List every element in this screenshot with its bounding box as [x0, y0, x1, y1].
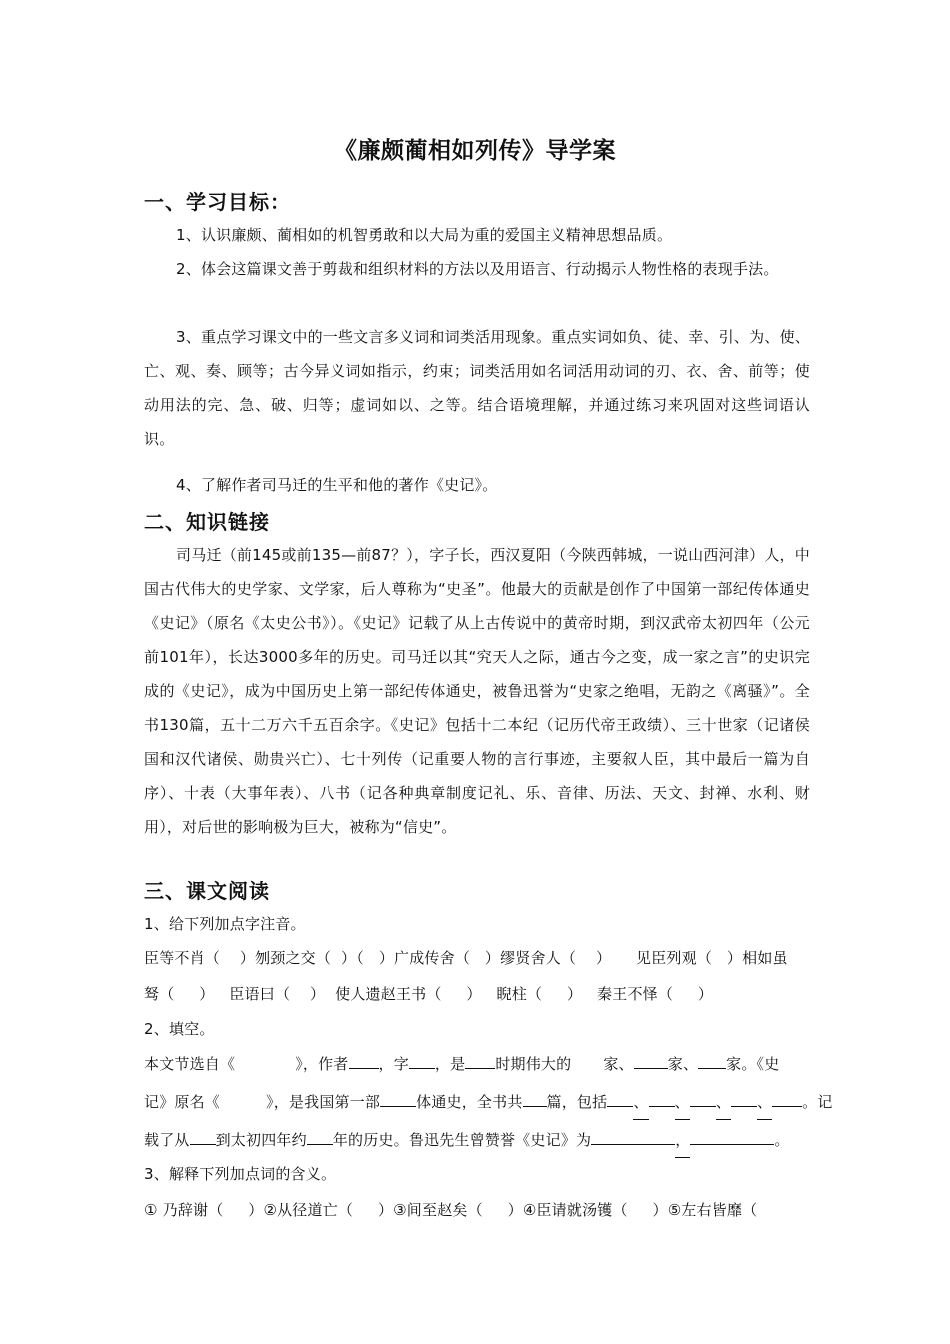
- blank-praise-2[interactable]: [690, 1130, 774, 1145]
- separator: 、: [757, 1085, 772, 1120]
- fill-text: 载了从: [144, 1131, 190, 1149]
- fill-text: 本文节选自《: [144, 1055, 236, 1073]
- blank-chapter-count[interactable]: [523, 1092, 547, 1107]
- question-2-line-2: [144, 1085, 833, 1120]
- fill-text: 家、: [603, 1055, 634, 1073]
- fill-text: 篇，包括: [546, 1093, 608, 1111]
- objective-item-2: 2、体会这篇课文善于剪裁和组织材料的方法以及用语言、行动揭示人物性格的表现手法。: [176, 260, 779, 278]
- fill-text: 到太初四年约: [215, 1131, 307, 1149]
- fill-text: 。记: [802, 1093, 833, 1111]
- blank-part-4[interactable]: [731, 1092, 757, 1107]
- separator: 、: [716, 1085, 731, 1120]
- section-heading-knowledge: 二、知识链接: [144, 510, 270, 534]
- fill-text: 时期伟大的: [495, 1055, 572, 1073]
- fill-text: ，字: [378, 1055, 409, 1073]
- separator: ，: [675, 1123, 690, 1158]
- question-3-label: 3、解释下列加点词的含义。: [144, 1165, 337, 1183]
- blank-period[interactable]: [465, 1054, 495, 1069]
- question-3-line-1: ① 乃辞谢（ ）②从径道亡（ ）③间至赵矣（ ）④臣请就汤镬（ ）⑤左右皆靡（: [144, 1201, 758, 1219]
- fill-text: 家。《史: [726, 1055, 780, 1073]
- fill-text: 体通史，全书共: [416, 1093, 523, 1111]
- blank-part-3[interactable]: [690, 1092, 716, 1107]
- blank-courtesy-name[interactable]: [409, 1054, 435, 1069]
- question-2-line-3: [144, 1123, 814, 1158]
- blank-part-2[interactable]: [649, 1092, 675, 1107]
- blank-profession-3[interactable]: [698, 1054, 726, 1069]
- blank-profession-2[interactable]: [634, 1054, 668, 1069]
- blank-author[interactable]: [349, 1054, 379, 1069]
- objective-item-1: 1、认识廉颇、蔺相如的机智勇敢和以大局为重的爱国主义精神思想品质。: [176, 226, 673, 244]
- section-heading-objectives: 一、学习目标：: [144, 190, 291, 214]
- fill-text: 。: [774, 1131, 790, 1149]
- page-title: 《廉颇蔺相如列传》导学案: [334, 138, 616, 164]
- knowledge-paragraph: 司马迁（前145或前135—前87？），字子长，西汉夏阳（今陕西韩城，一说山西河津）人，中国古代伟大的史学家、文学家，后人尊称为“史圣”。他最大的贡献是创作了中国第一部纪传体通史《史记》（原名《太史公书》）。《史记》记载了从上古传说中的黄帝时期，到汉武帝太初四年（公元前101年），长达3000多年的历史。司马迁以其“究天人之际，通古今之变，成一家之言”的史识完成的《史记》，成为中国历史上第一部纪传体通史，被鲁迅誉为“史家之绝唱，无韵之《离骚》”。全书130篇，五十二万六千五百余字。《史记》包括十二本纪（记历代帝王政绩）、三十世家（记诸侯国和汉代诸侯、勋贵兴亡）、七十列传（记重要人物的言行事迹，主要叙人臣，其中最后一篇为自序）、十表（大事年表）、八书（记各种典章制度记礼、乐、音律、历法、天文、封禅、水利、财用），对后世的影响极为巨大，被称为“信史”。: [144, 546, 810, 836]
- fill-text: 记》原名《: [144, 1093, 221, 1111]
- blank-praise-1[interactable]: [591, 1130, 675, 1145]
- blank-part-5[interactable]: [772, 1092, 802, 1107]
- blank-start-era[interactable]: [190, 1130, 216, 1145]
- blank-years[interactable]: [307, 1130, 333, 1145]
- question-2-line-1: [144, 1047, 814, 1081]
- separator: 、: [675, 1085, 690, 1120]
- question-1-line-2: 驽（ ） 臣语曰（ ） 使人遗赵王书（ ） 睨柱（ ） 秦王不怿（ ）: [144, 985, 714, 1003]
- question-1-line-1: 臣等不肖（ ）刎颈之交（ ）（ ）广成传舍（ ）缪贤舍人（ ） 见臣列观（ ）相如虽: [144, 949, 788, 967]
- fill-text: 家、: [667, 1055, 699, 1073]
- fill-text: ，是: [434, 1055, 466, 1073]
- question-1-label: 1、给下列加点字注音。: [144, 915, 306, 933]
- objective-item-3: 3、重点学习课文中的一些文言多义词和词类活用现象。重点实词如负、徒、幸、引、为、使、亡、观、奏、顾等；古今异义词如指示，约束；词类活用如名词活用动词的刃、衣、舍、前等；使动用法的完、急、破、归等；虚词如以、之等。结合语境理解，并通过练习来巩固对这些词语认识。: [144, 328, 810, 448]
- question-2-label: 2、填空。: [144, 1020, 215, 1038]
- separator: 、: [633, 1085, 648, 1120]
- fill-text: 年的历史。鲁迅先生曾赞誉《史记》为: [332, 1131, 592, 1149]
- fill-text: 》，作者: [295, 1055, 349, 1073]
- objective-item-4: 4、了解作者司马迁的生平和他的著作《史记》。: [176, 476, 498, 494]
- blank-part-1[interactable]: [607, 1092, 633, 1107]
- fill-text: 》，是我国第一部: [266, 1093, 381, 1111]
- blank-genre[interactable]: [380, 1092, 416, 1107]
- section-heading-reading: 三、课文阅读: [144, 879, 270, 903]
